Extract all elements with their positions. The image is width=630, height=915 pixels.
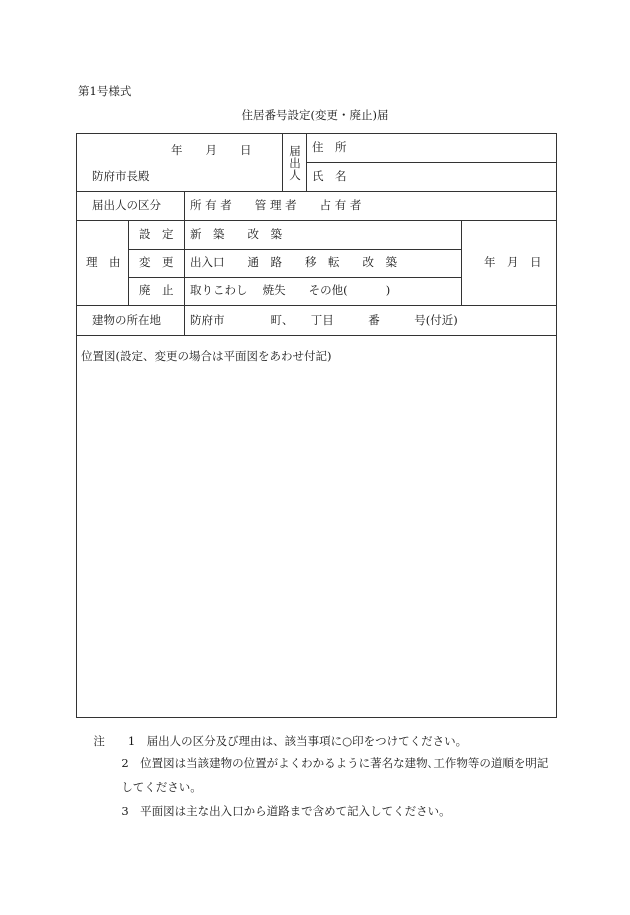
form-title: 住居番号設定(変更・廃止)届 bbox=[241, 108, 389, 122]
addressee: 防府市長殿 bbox=[92, 169, 150, 183]
note-text: してください。 bbox=[121, 779, 202, 794]
submission-date: 年 月 日 bbox=[171, 143, 252, 157]
applicant-label: 届 出 人 bbox=[289, 144, 301, 182]
category-label: 届出人の区分 bbox=[92, 198, 161, 212]
name-label: 氏 名 bbox=[312, 169, 347, 183]
note-number: 2 bbox=[121, 755, 129, 770]
reason-options-setting: 新 築 改 築 bbox=[190, 227, 282, 241]
note-text: 位置図は当該建物の位置がよくわかるように著名な建物､工作物等の道順を明記 bbox=[140, 755, 549, 770]
table-grid-lines bbox=[76, 133, 557, 718]
location-value: 防府市 町、 丁目 番 号(付近) bbox=[190, 313, 458, 327]
notes-prefix: 注 bbox=[93, 733, 105, 748]
note-number: 3 bbox=[121, 803, 129, 818]
reason-options-change: 出入口 通 路 移 転 改 築 bbox=[190, 255, 397, 269]
category-options: 所 有 者 管 理 者 占 有 者 bbox=[190, 198, 362, 212]
note-text: 届出人の区分及び理由は、該当事項に○印をつけてください。 bbox=[146, 733, 468, 748]
location-label: 建物の所在地 bbox=[92, 313, 161, 327]
address-label: 住 所 bbox=[312, 140, 347, 154]
reason-options-abolish: 取りこわし 焼失 その他( ) bbox=[190, 283, 391, 297]
reason-type-abolish: 廃 止 bbox=[139, 283, 174, 297]
note-2-continued bbox=[114, 770, 202, 793]
application-form-table bbox=[76, 133, 557, 718]
reason-type-setting: 設 定 bbox=[139, 227, 174, 241]
reason-label: 理 由 bbox=[86, 255, 121, 269]
note-1 bbox=[86, 724, 467, 747]
note-3 bbox=[114, 794, 451, 817]
form-number: 第1号様式 bbox=[78, 84, 132, 98]
reason-type-change: 変 更 bbox=[139, 255, 174, 269]
note-2 bbox=[114, 746, 548, 769]
location-map-label: 位置図(設定、変更の場合は平面図をあわせ付記) bbox=[81, 349, 332, 363]
note-number: 1 bbox=[127, 733, 136, 748]
reason-date: 年 月 日 bbox=[484, 255, 542, 269]
note-text: 平面図は主な出入口から道路まで含めて記入してください。 bbox=[140, 803, 451, 818]
